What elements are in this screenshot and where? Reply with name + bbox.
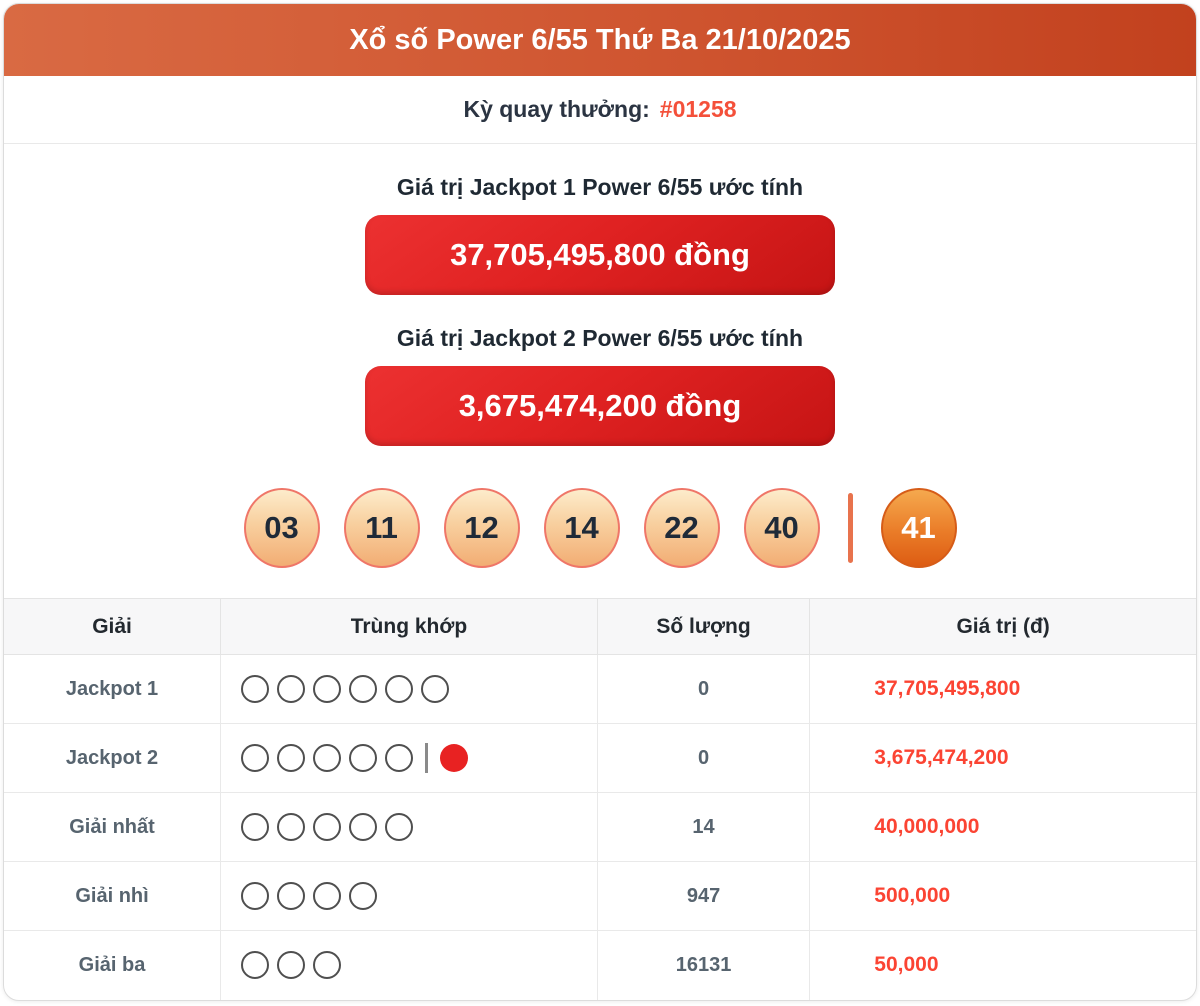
lottery-ball: 11 [344,488,420,568]
match-pattern [221,862,598,931]
match-pattern [221,724,598,793]
prize-value: 37,705,495,800 [810,655,1196,724]
match-circle-icon [277,813,305,841]
match-circle-icon [385,744,413,772]
jackpot2-amount-badge: 3,675,474,200 đồng [365,366,835,446]
match-circle-icon [421,675,449,703]
match-circle-icon [277,951,305,979]
winner-count: 0 [597,655,809,724]
prize-value: 500,000 [810,862,1196,931]
col-header-count: Số lượng [597,599,809,655]
prize-value: 40,000,000 [810,793,1196,862]
match-circle-icon [241,675,269,703]
winner-count: 0 [597,724,809,793]
prize-name: Giải nhất [4,793,221,862]
winner-count: 16131 [597,931,809,1000]
match-pattern [221,931,598,1000]
match-circle-icon [313,951,341,979]
match-circle-icon [349,882,377,910]
match-circle-icon [349,744,377,772]
card-header [4,4,1196,76]
page-title: Xổ số Power 6/55 Thứ Ba 21/10/2025 [349,23,851,56]
prize-table-body [4,655,1196,1000]
match-circle-icon [313,744,341,772]
prize-name: Jackpot 2 [4,724,221,793]
power-ball: 41 [881,488,957,568]
match-circle-icon [277,882,305,910]
prize-name: Giải nhì [4,862,221,931]
prize-value: 3,675,474,200 [810,724,1196,793]
table-row [4,862,1196,931]
match-circle-icon [241,813,269,841]
draw-id: #01258 [659,96,737,122]
prize-name: Jackpot 1 [4,655,221,724]
match-circle-icon [313,813,341,841]
winning-numbers [4,488,1196,568]
power-dot-icon [440,744,468,772]
jackpot1-amount-badge: 37,705,495,800 đồng [365,215,835,295]
match-circle-icon [241,744,269,772]
match-circle-icon [349,675,377,703]
match-circle-icon [313,882,341,910]
lottery-ball: 14 [544,488,620,568]
match-pattern [221,655,598,724]
match-pattern [221,793,598,862]
power-separator-bar [848,493,853,563]
match-circle-icon [241,882,269,910]
table-row [4,931,1196,1000]
winner-count: 14 [597,793,809,862]
draw-info [4,76,1196,144]
prize-value: 50,000 [810,931,1196,1000]
jackpot2-label: Giá trị Jackpot 2 Power 6/55 ước tính [396,325,804,351]
table-row [4,724,1196,793]
col-header-prize: Giải [4,599,221,655]
col-header-value: Giá trị (đ) [810,599,1196,655]
prize-name: Giải ba [4,931,221,1000]
lottery-result-card [3,3,1197,1001]
col-header-match: Trùng khớp [221,599,598,655]
table-row [4,793,1196,862]
match-circle-icon [313,675,341,703]
lottery-ball: 03 [244,488,320,568]
match-circle-icon [385,813,413,841]
prize-table [4,598,1196,1000]
lottery-ball: 40 [744,488,820,568]
prize-table-head [4,599,1196,655]
table-row [4,655,1196,724]
jackpot1-block [4,174,1196,295]
match-circle-icon [241,951,269,979]
winner-count: 947 [597,862,809,931]
match-circle-icon [349,813,377,841]
draw-label: Kỳ quay thưởng: [463,96,650,122]
jackpot2-block [4,325,1196,446]
lottery-ball: 22 [644,488,720,568]
match-circle-icon [277,744,305,772]
match-circle-icon [277,675,305,703]
lottery-ball: 12 [444,488,520,568]
match-circle-icon [385,675,413,703]
match-separator-icon [425,743,428,773]
jackpot1-label: Giá trị Jackpot 1 Power 6/55 ước tính [396,174,804,200]
